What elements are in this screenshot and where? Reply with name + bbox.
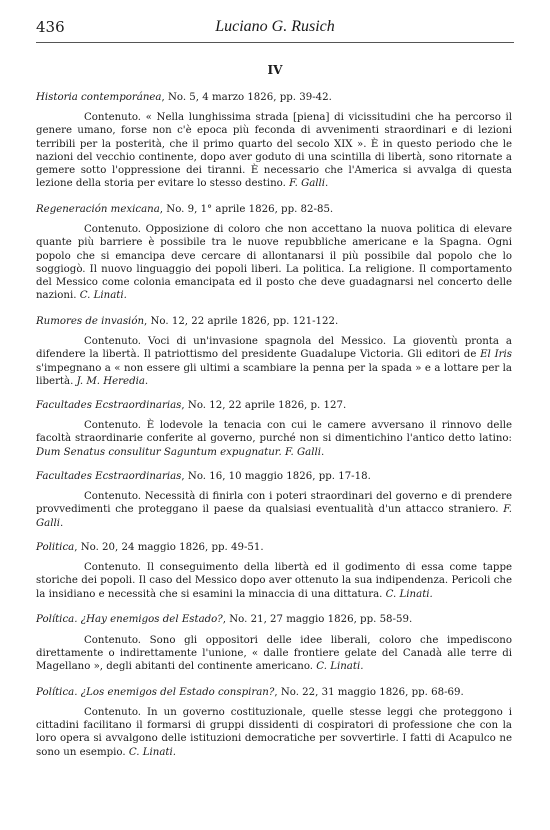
- entry-details: , No. 12, 22 aprile 1826, pp. 121-122.: [144, 316, 339, 328]
- page-number: 436: [36, 18, 65, 36]
- entry-body: [36, 223, 512, 302]
- entry-author: C. Linati.: [128, 746, 176, 758]
- entry-text: Contenuto. È lodevole la tenacia con cui le camere avversano il rinnovo delle facoltà straordinarie conferite al governo, purché non si dimentichino l'antico detto latino:: [36, 420, 512, 445]
- entry-text: Contenuto. « Nella lunghissima strada [piena] di vicissitudini che ha percorso il genere umano, forse non c'è epoca più feconda di avvenimenti straordinari e di lezioni terribili per la posterità, che il primo quarto del secolo XIX ». È in questo periodo che le nazioni del vecchio continente, dopo aver goduto di una scintilla di libertà, sono ritornate a gemere sotto l'oppressione dei tiranni. È necessario che l'America si avvalga di questa lezione della storia per evitare lo stesso destino.: [36, 112, 512, 190]
- entry-body: [36, 335, 512, 388]
- entry-text: Contenuto. Voci di un'invasione spagnola del Messico. La gioventù pronta a difendere la libertà. Il patriottismo del presidente Guadalupe Victoria. Gli editori de: [36, 336, 512, 361]
- entry-author: J. M. Heredia.: [76, 375, 149, 387]
- entry: [36, 91, 512, 190]
- entry-text: s'impegnano a « non essere gli ultimi a scambiare la penna per la spada » e a lottare per la libertà.: [36, 362, 512, 387]
- entry-title: Politica: [36, 542, 75, 554]
- entry-title: Historia contemporánea: [36, 92, 162, 103]
- entry: [36, 203, 512, 302]
- entry-title: Regeneración mexicana: [36, 204, 160, 216]
- entry-body: [36, 706, 512, 759]
- entry-text: Contenuto. Il conseguimento della libertà ed il godimento di essa come tappe storiche dei popoli. Il caso del Messico dopo aver ottenuto la sua indipendenza. Pericoli che la insidiano e necessità che si esamini la minaccia di una dittatura.: [36, 562, 512, 600]
- entry-title: Facultades Ecstraordinarias: [36, 400, 182, 412]
- entry-title: Rumores de invasión: [36, 316, 145, 328]
- entry-body: [36, 634, 512, 674]
- entry-details: , No. 16, 10 maggio 1826, pp. 17-18.: [181, 471, 371, 483]
- entry-body: [36, 111, 512, 190]
- entry-citation: [36, 203, 512, 216]
- running-head: Luciano G. Rusich: [215, 18, 335, 35]
- entry-text: Contenuto. Necessità di finirla con i poteri straordinari del governo e di prendere provvedimenti che proteggano il paese da qualsiasi eventualità d'un attacco straniero.: [36, 491, 512, 516]
- entry: [36, 686, 512, 759]
- entry-author: F. Galli.: [36, 504, 512, 529]
- page-header: [0, 0, 550, 40]
- entry-citation: [36, 686, 512, 699]
- entry-title: Política. ¿Hay enemigos del Estado?: [36, 614, 223, 626]
- entry-author: C. Linati.: [79, 290, 127, 302]
- entry-citation: [36, 315, 512, 328]
- entry-details: , No. 12, 22 aprile 1826, p. 127.: [181, 400, 347, 412]
- entry-citation: [36, 470, 512, 483]
- entry-author: F. Galli.: [289, 178, 329, 190]
- entry-details: , No. 21, 27 maggio 1826, pp. 58-59.: [222, 614, 413, 626]
- entry-title: Facultades Ecstraordinarias: [36, 471, 182, 483]
- entry-citation: [36, 541, 512, 554]
- entry-body: [36, 419, 512, 459]
- entry-title: Política. ¿Los enemigos del Estado conspiran?: [36, 686, 275, 698]
- entry-author: F. Galli.: [285, 446, 325, 458]
- entry: [36, 470, 512, 530]
- section-number: IV: [267, 63, 283, 77]
- entry-text: Contenuto. In un governo costituzionale, quelle stesse leggi che proteggono i cittadini facilitano il formarsi di gruppi dissidenti di cospiratori di professione che con la loro opera si avvalgono delle istituzioni democratiche per sovvertirle. I fatti di Acapulco ne sono un esempio.: [36, 707, 512, 758]
- entry-citation: [36, 91, 512, 104]
- entry-list: [36, 91, 512, 771]
- entry-body: [36, 490, 512, 530]
- entry-author: C. Linati.: [385, 588, 433, 600]
- entry-details: , No. 20, 24 maggio 1826, pp. 49-51.: [74, 542, 264, 554]
- entry: [36, 315, 512, 388]
- header-rule: [36, 42, 514, 43]
- entry: [36, 613, 512, 673]
- entry-citation: [36, 399, 512, 412]
- entry-author: C. Linati.: [316, 661, 364, 673]
- entry-citation: [36, 613, 512, 626]
- entry-italic-text: Dum Senatus consulitur Saguntum expugnatur.: [36, 446, 282, 458]
- entry-text: Contenuto. Opposizione di coloro che non accettano la nuova politica di elevare quante più barriere è possibile tra le nuove repubbliche americane e la Spagna. Ogni popolo che si emancipa deve cercare di allontanarsi il più possibile dal popolo che lo soggiogò. Il nuovo linguaggio dei popoli liberi. La politica. La religione. Il comportamento del Messico come colonia emancipata ed il posto che deve guadagnarsi nel concerto delle nazioni.: [36, 224, 512, 302]
- entry-details: , No. 5, 4 marzo 1826, pp. 39-42.: [161, 92, 332, 103]
- entry-italic-text: El Iris: [480, 349, 512, 361]
- entry-details: , No. 22, 31 maggio 1826, pp. 68-69.: [274, 686, 464, 698]
- entry-body: [36, 561, 512, 601]
- entry-details: , No. 9, 1° aprile 1826, pp. 82-85.: [159, 204, 334, 216]
- entry: [36, 399, 512, 459]
- entry-text: Contenuto. Sono gli oppositori delle idee liberali, coloro che impediscono direttamente o indirettamente l'unione, « dalle frontiere gelate del Canadà alle terre di Magellano », degli abitanti del continente americano.: [36, 634, 512, 673]
- entry: [36, 541, 512, 601]
